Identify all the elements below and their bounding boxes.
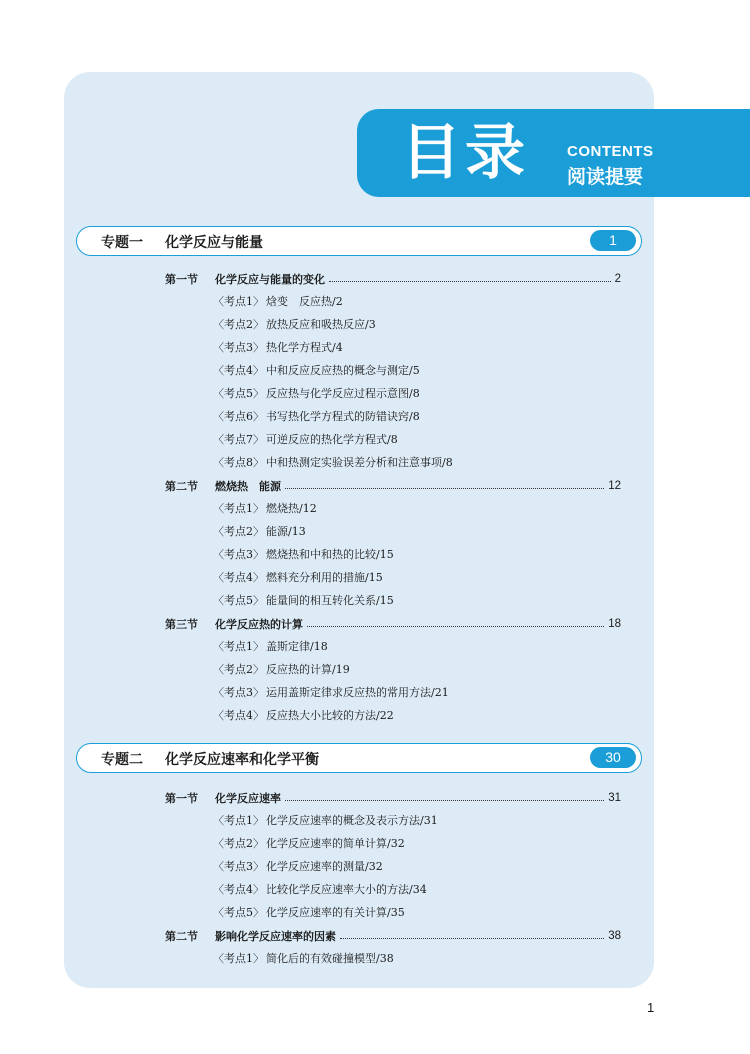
topic-title: 化学反应速率和化学平衡 xyxy=(165,752,319,768)
point-text: 反应热的计算/19 xyxy=(266,663,350,676)
dot-leader xyxy=(285,488,604,489)
point-label: 〈考点1〉 xyxy=(213,814,264,827)
point-entry[interactable] xyxy=(213,361,420,381)
point-entry[interactable] xyxy=(213,545,394,565)
point-text: 燃料充分利用的措施/15 xyxy=(266,571,383,584)
page-number: 1 xyxy=(647,1000,655,1015)
point-label: 〈考点2〉 xyxy=(213,525,264,538)
point-text: 反应热大小比较的方法/22 xyxy=(266,709,394,722)
dot-leader xyxy=(285,800,604,801)
point-label: 〈考点5〉 xyxy=(213,594,264,607)
point-label: 〈考点3〉 xyxy=(213,341,264,354)
point-label: 〈考点2〉 xyxy=(213,663,264,676)
point-text: 化学反应速率的测量/32 xyxy=(266,860,383,873)
point-label: 〈考点8〉 xyxy=(213,456,264,469)
point-text: 热化学方程式/4 xyxy=(266,341,343,354)
section-entry[interactable] xyxy=(165,476,621,496)
point-text: 比较化学反应速率大小的方法/34 xyxy=(266,883,427,896)
point-text: 中和反应反应热的概念与测定/5 xyxy=(266,364,420,377)
point-text: 化学反应速率的简单计算/32 xyxy=(266,837,405,850)
section-title: 化学反应与能量的变化 xyxy=(215,273,325,286)
point-text: 运用盖斯定律求反应热的常用方法/21 xyxy=(266,686,449,699)
section-title: 化学反应速率 xyxy=(215,792,281,805)
topic-header[interactable] xyxy=(76,226,642,256)
point-entry[interactable] xyxy=(213,591,394,611)
point-label: 〈考点1〉 xyxy=(213,502,264,515)
section-entry[interactable] xyxy=(165,926,621,946)
topic-title: 化学反应与能量 xyxy=(165,235,263,251)
contents-banner xyxy=(357,109,750,197)
point-entry[interactable] xyxy=(213,903,405,923)
section-title: 影响化学反应速率的因素 xyxy=(215,930,336,943)
section-page: 12 xyxy=(608,480,621,492)
point-label: 〈考点2〉 xyxy=(213,837,264,850)
point-label: 〈考点1〉 xyxy=(213,952,264,965)
topic-header[interactable] xyxy=(76,743,642,773)
point-text: 燃烧热和中和热的比较/15 xyxy=(266,548,394,561)
point-text: 中和热测定实验误差分析和注意事项/8 xyxy=(266,456,453,469)
point-text: 反应热与化学反应过程示意图/8 xyxy=(266,387,420,400)
point-text: 可逆反应的热化学方程式/8 xyxy=(266,433,398,446)
point-text: 放热反应和吸热反应/3 xyxy=(266,318,376,331)
point-entry[interactable] xyxy=(213,522,306,542)
point-entry[interactable] xyxy=(213,706,394,726)
section-entry[interactable] xyxy=(165,614,621,634)
topic-label: 专题二 xyxy=(101,752,143,768)
point-text: 化学反应速率的概念及表示方法/31 xyxy=(266,814,438,827)
point-entry[interactable] xyxy=(213,857,383,877)
point-entry[interactable] xyxy=(213,292,343,312)
section-title: 化学反应热的计算 xyxy=(215,618,303,631)
section-entry[interactable] xyxy=(165,269,621,289)
point-label: 〈考点4〉 xyxy=(213,709,264,722)
section-title: 燃烧热 能源 xyxy=(215,480,281,493)
point-text: 简化后的有效碰撞模型/38 xyxy=(266,952,394,965)
contents-title: 目录 xyxy=(401,118,529,188)
point-label: 〈考点5〉 xyxy=(213,906,264,919)
point-label: 〈考点1〉 xyxy=(213,295,264,308)
point-label: 〈考点1〉 xyxy=(213,640,264,653)
topic-page-badge: 1 xyxy=(590,230,636,251)
dot-leader xyxy=(340,938,604,939)
point-entry[interactable] xyxy=(213,430,398,450)
point-entry[interactable] xyxy=(213,660,350,680)
point-text: 能源/13 xyxy=(266,525,306,538)
point-text: 书写热化学方程式的防错诀窍/8 xyxy=(266,410,420,423)
point-label: 〈考点4〉 xyxy=(213,364,264,377)
point-entry[interactable] xyxy=(213,384,420,404)
point-entry[interactable] xyxy=(213,338,343,358)
point-label: 〈考点3〉 xyxy=(213,860,264,873)
section-page: 31 xyxy=(608,792,621,804)
dot-leader xyxy=(307,626,604,627)
section-page: 38 xyxy=(608,930,621,942)
point-label: 〈考点7〉 xyxy=(213,433,264,446)
point-entry[interactable] xyxy=(213,683,449,703)
section-label: 第三节 xyxy=(165,618,198,631)
point-entry[interactable] xyxy=(213,834,405,854)
section-label: 第二节 xyxy=(165,930,198,943)
point-label: 〈考点3〉 xyxy=(213,686,264,699)
dot-leader xyxy=(329,281,611,282)
point-label: 〈考点3〉 xyxy=(213,548,264,561)
section-label: 第一节 xyxy=(165,792,198,805)
contents-subtitle-en: CONTENTS xyxy=(567,143,654,160)
point-text: 能量间的相互转化关系/15 xyxy=(266,594,394,607)
section-page: 18 xyxy=(608,618,621,630)
section-page: 2 xyxy=(614,273,621,285)
point-entry[interactable] xyxy=(213,949,394,969)
topic-label: 专题一 xyxy=(101,235,143,251)
point-entry[interactable] xyxy=(213,407,420,427)
point-label: 〈考点4〉 xyxy=(213,571,264,584)
section-label: 第二节 xyxy=(165,480,198,493)
point-text: 盖斯定律/18 xyxy=(266,640,328,653)
point-text: 燃烧热/12 xyxy=(266,502,317,515)
point-entry[interactable] xyxy=(213,880,427,900)
topic-page-badge: 30 xyxy=(590,747,636,768)
point-entry[interactable] xyxy=(213,315,376,335)
section-entry[interactable] xyxy=(165,788,621,808)
point-text: 化学反应速率的有关计算/35 xyxy=(266,906,405,919)
point-text: 焓变 反应热/2 xyxy=(266,295,343,308)
point-entry[interactable] xyxy=(213,453,453,473)
section-label: 第一节 xyxy=(165,273,198,286)
point-entry[interactable] xyxy=(213,568,383,588)
contents-subtitle-cn: 阅读提要 xyxy=(567,166,644,188)
point-label: 〈考点2〉 xyxy=(213,318,264,331)
point-entry[interactable] xyxy=(213,637,328,657)
point-entry[interactable] xyxy=(213,499,317,519)
point-label: 〈考点4〉 xyxy=(213,883,264,896)
point-entry[interactable] xyxy=(213,811,438,831)
point-label: 〈考点6〉 xyxy=(213,410,264,423)
point-label: 〈考点5〉 xyxy=(213,387,264,400)
